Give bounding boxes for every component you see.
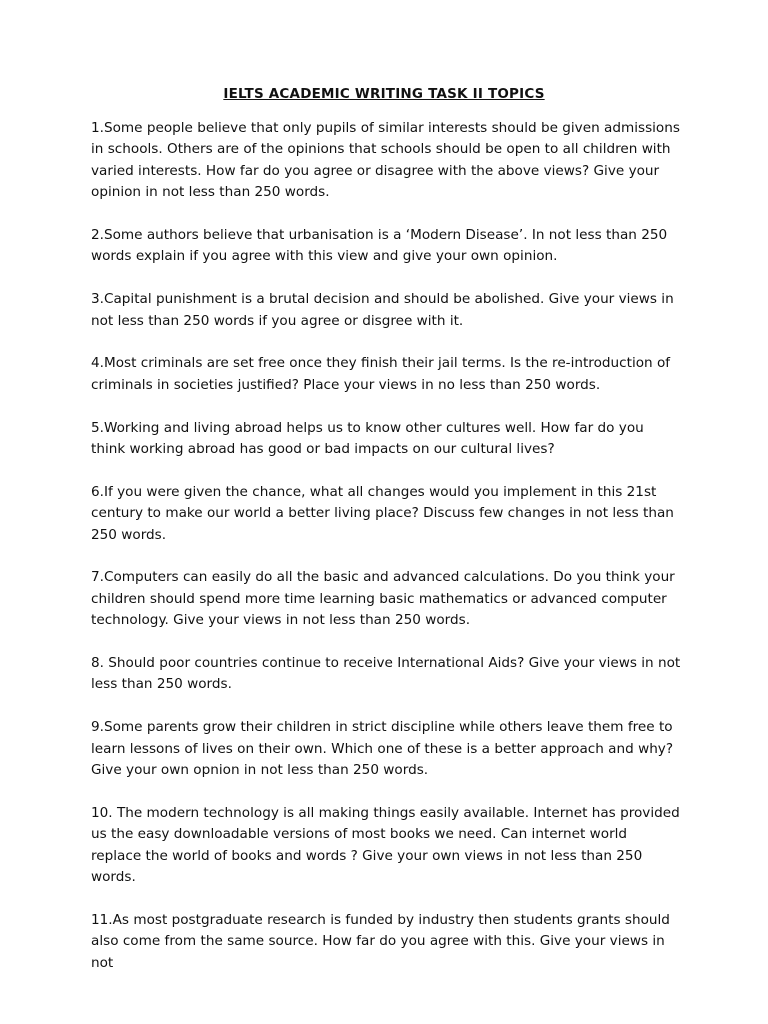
document-title: IELTS ACADEMIC WRITING TASK II TOPICS: [223, 86, 545, 102]
topic-item-10: 10. The modern technology is all making things easily available. Internet has provided us the easy downloadable versions of most books we need. Can internet world replace the world of books and words ? Give your own views in not less than 250 words.: [91, 804, 680, 886]
topic-item-5: 5.Working and living abroad helps us to know other cultures well. How far do you think working abroad has good or bad impacts on our cultural lives?: [91, 419, 644, 458]
topic-item-9: 9.Some parents grow their children in strict discipline while others leave them free to learn lessons of lives on their own. Which one of these is a better approach and why? Give your own opnion in not less than 250 words.: [91, 719, 674, 779]
topic-item-6: 6.If you were given the chance, what all changes would you implement in this 21st century to make our world a better living place? Discuss few changes in not less than 250 words.: [91, 483, 674, 543]
topic-item-3: 3.Capital punishment is a brutal decision and should be abolished. Give your views in not less than 250 words if you agree or disgree with it.: [91, 291, 674, 329]
topic-item-7: 7.Computers can easily do all the basic and advanced calculations. Do you think your children should spend more time learning basic mathematics or advanced computer technology. Give your views in not less than 250 words.: [91, 569, 675, 629]
topic-item-4: 4.Most criminals are set free once they finish their jail terms. Is the re-introduction of criminals in societies justified? Place your views in no less than 250 words.: [91, 355, 671, 393]
topic-item-11: 11.As most postgraduate research is funded by industry then students grants should also come from the same source. How far do you agree with this. Give your views in not: [91, 911, 670, 971]
topic-item-1: 1.Some people believe that only pupils of similar interests should be given admissions in schools. Others are of the opinions that schools should be open to all children with varied interests. How far do you agree or disagree with the above views? Give your opinion in not less than 250 words.: [91, 120, 680, 201]
topic-item-8: 8. Should poor countries continue to receive International Aids? Give your views in not less than 250 words.: [91, 655, 681, 693]
topic-list: [91, 118, 681, 995]
topic-item-2: 2.Some authors believe that urbanisation is a ‘Modern Disease’. In not less than 250 words explain if you agree with this view and give your own opinion.: [91, 227, 668, 265]
